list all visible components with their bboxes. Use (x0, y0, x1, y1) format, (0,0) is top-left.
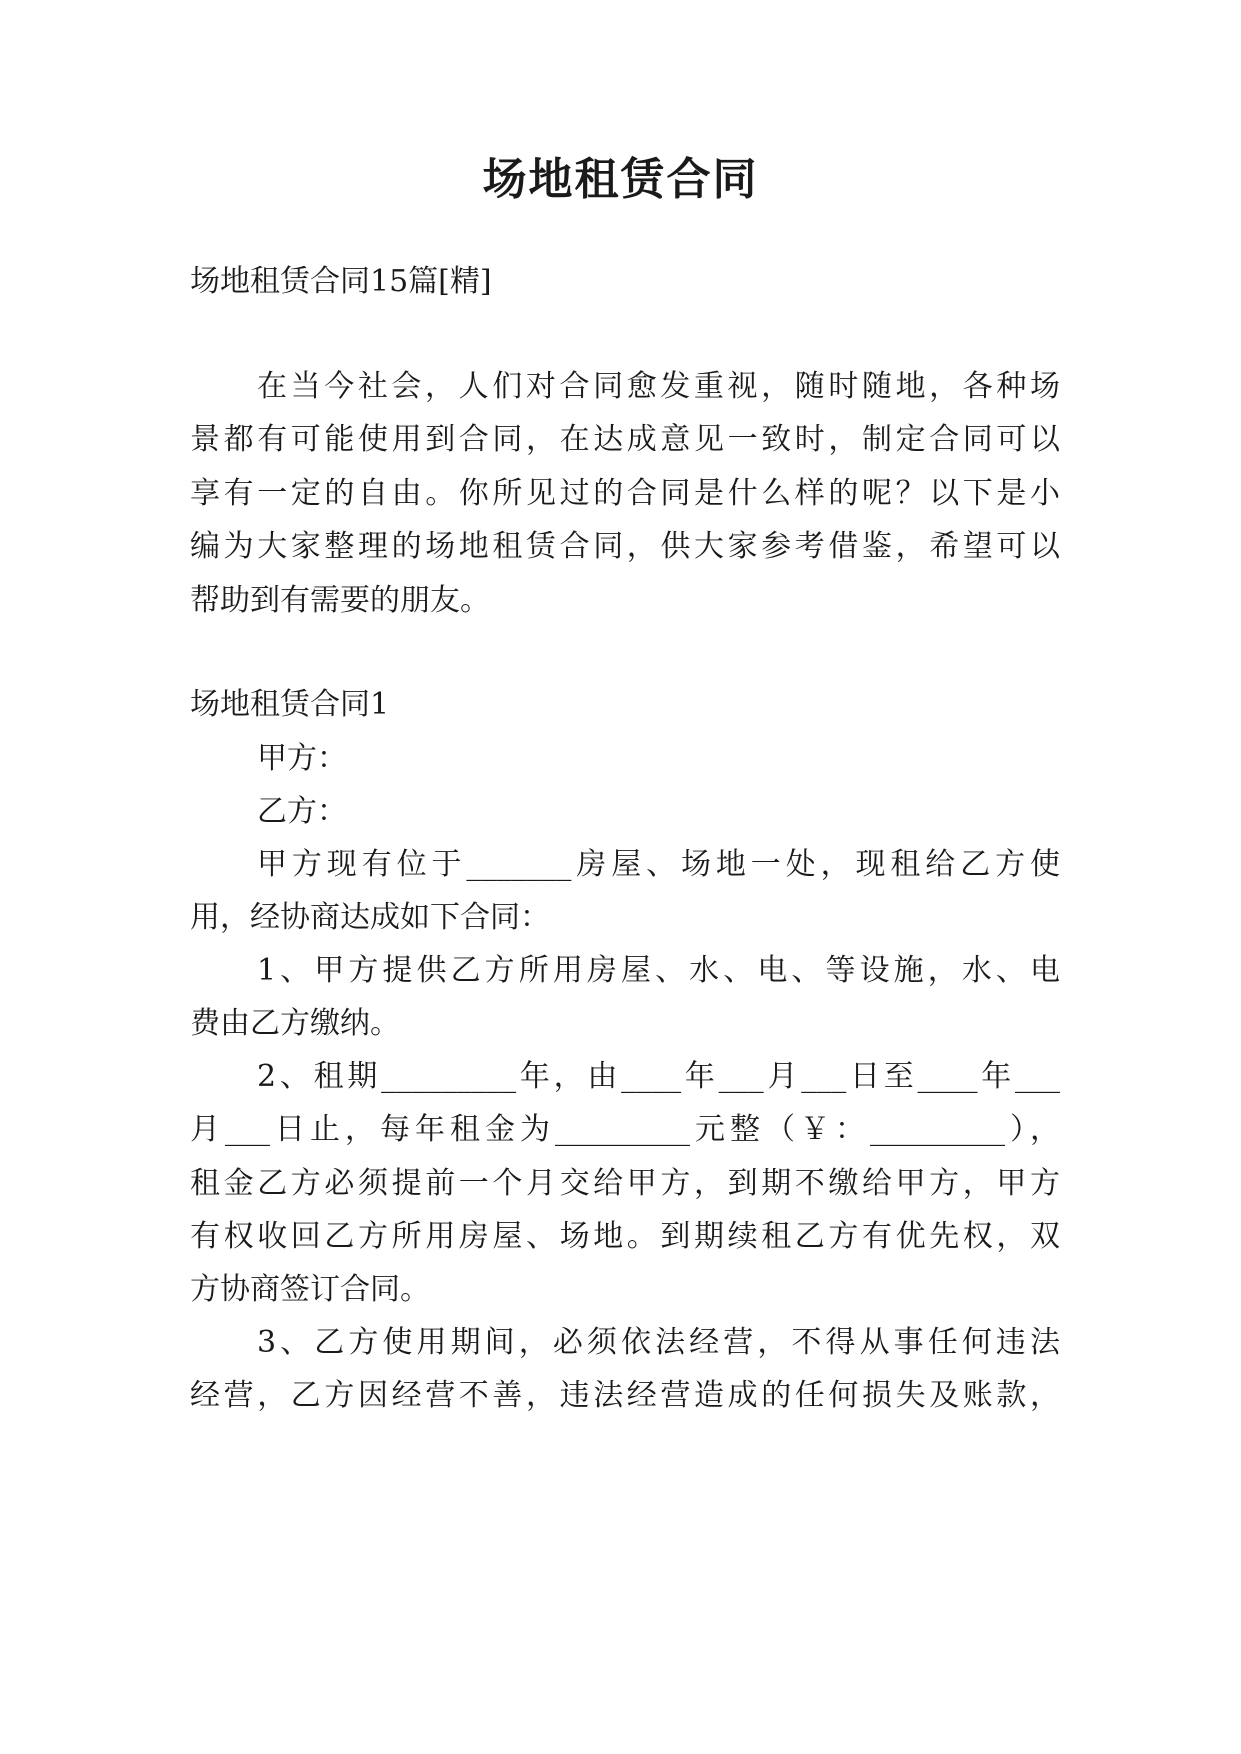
clause-1-line-2: 费由乙方缴纳。 (190, 1006, 400, 1041)
intro-line-5: 帮助到有需要的朋友。 (190, 583, 490, 618)
clause-2-line-2: 月___日止，每年租金为_________元整（￥：_________）， (190, 1112, 1060, 1147)
clause-3-line-2: 经营，乙方因经营不善，违法经营造成的任何损失及账款， (190, 1378, 1060, 1413)
intro-line-3: 享有一定的自由。你所见过的合同是什么样的呢？以下是小 (190, 476, 1060, 511)
preamble-line-1: 甲方现有位于_______房屋、场地一处，现租给乙方使 (257, 847, 1060, 882)
intro-line-2: 景都有可能使用到合同，在达成意见一致时，制定合同可以 (190, 422, 1060, 457)
clause-1-line-1: 1、甲方提供乙方所用房屋、水、电、等设施，水、电 (257, 953, 1060, 988)
clause-2-line-4: 有权收回乙方所用房屋、场地。到期续租乙方有优先权，双 (190, 1219, 1060, 1254)
document-title: 场地租赁合同 (482, 154, 759, 205)
party-a-label: 甲方： (257, 741, 347, 776)
intro-line-4: 编为大家整理的场地租赁合同，供大家参考借鉴，希望可以 (190, 529, 1060, 564)
party-b-label: 乙方： (257, 794, 347, 829)
document-subtitle: 场地租赁合同15篇[精] (190, 264, 492, 299)
clause-2-line-5: 方协商签订合同。 (190, 1272, 430, 1307)
clause-2-line-1: 2、租期_________年，由____年___月___日至____年___ (257, 1059, 1060, 1094)
clause-3-line-1: 3、乙方使用期间，必须依法经营，不得从事任何违法 (257, 1325, 1060, 1360)
intro-line-1: 在当今社会，人们对合同愈发重视，随时随地，各种场 (257, 369, 1060, 404)
clause-2-line-3: 租金乙方必须提前一个月交给甲方，到期不缴给甲方，甲方 (190, 1166, 1060, 1201)
preamble-line-2: 用，经协商达成如下合同： (190, 900, 550, 935)
section-heading: 场地租赁合同1 (190, 687, 390, 722)
